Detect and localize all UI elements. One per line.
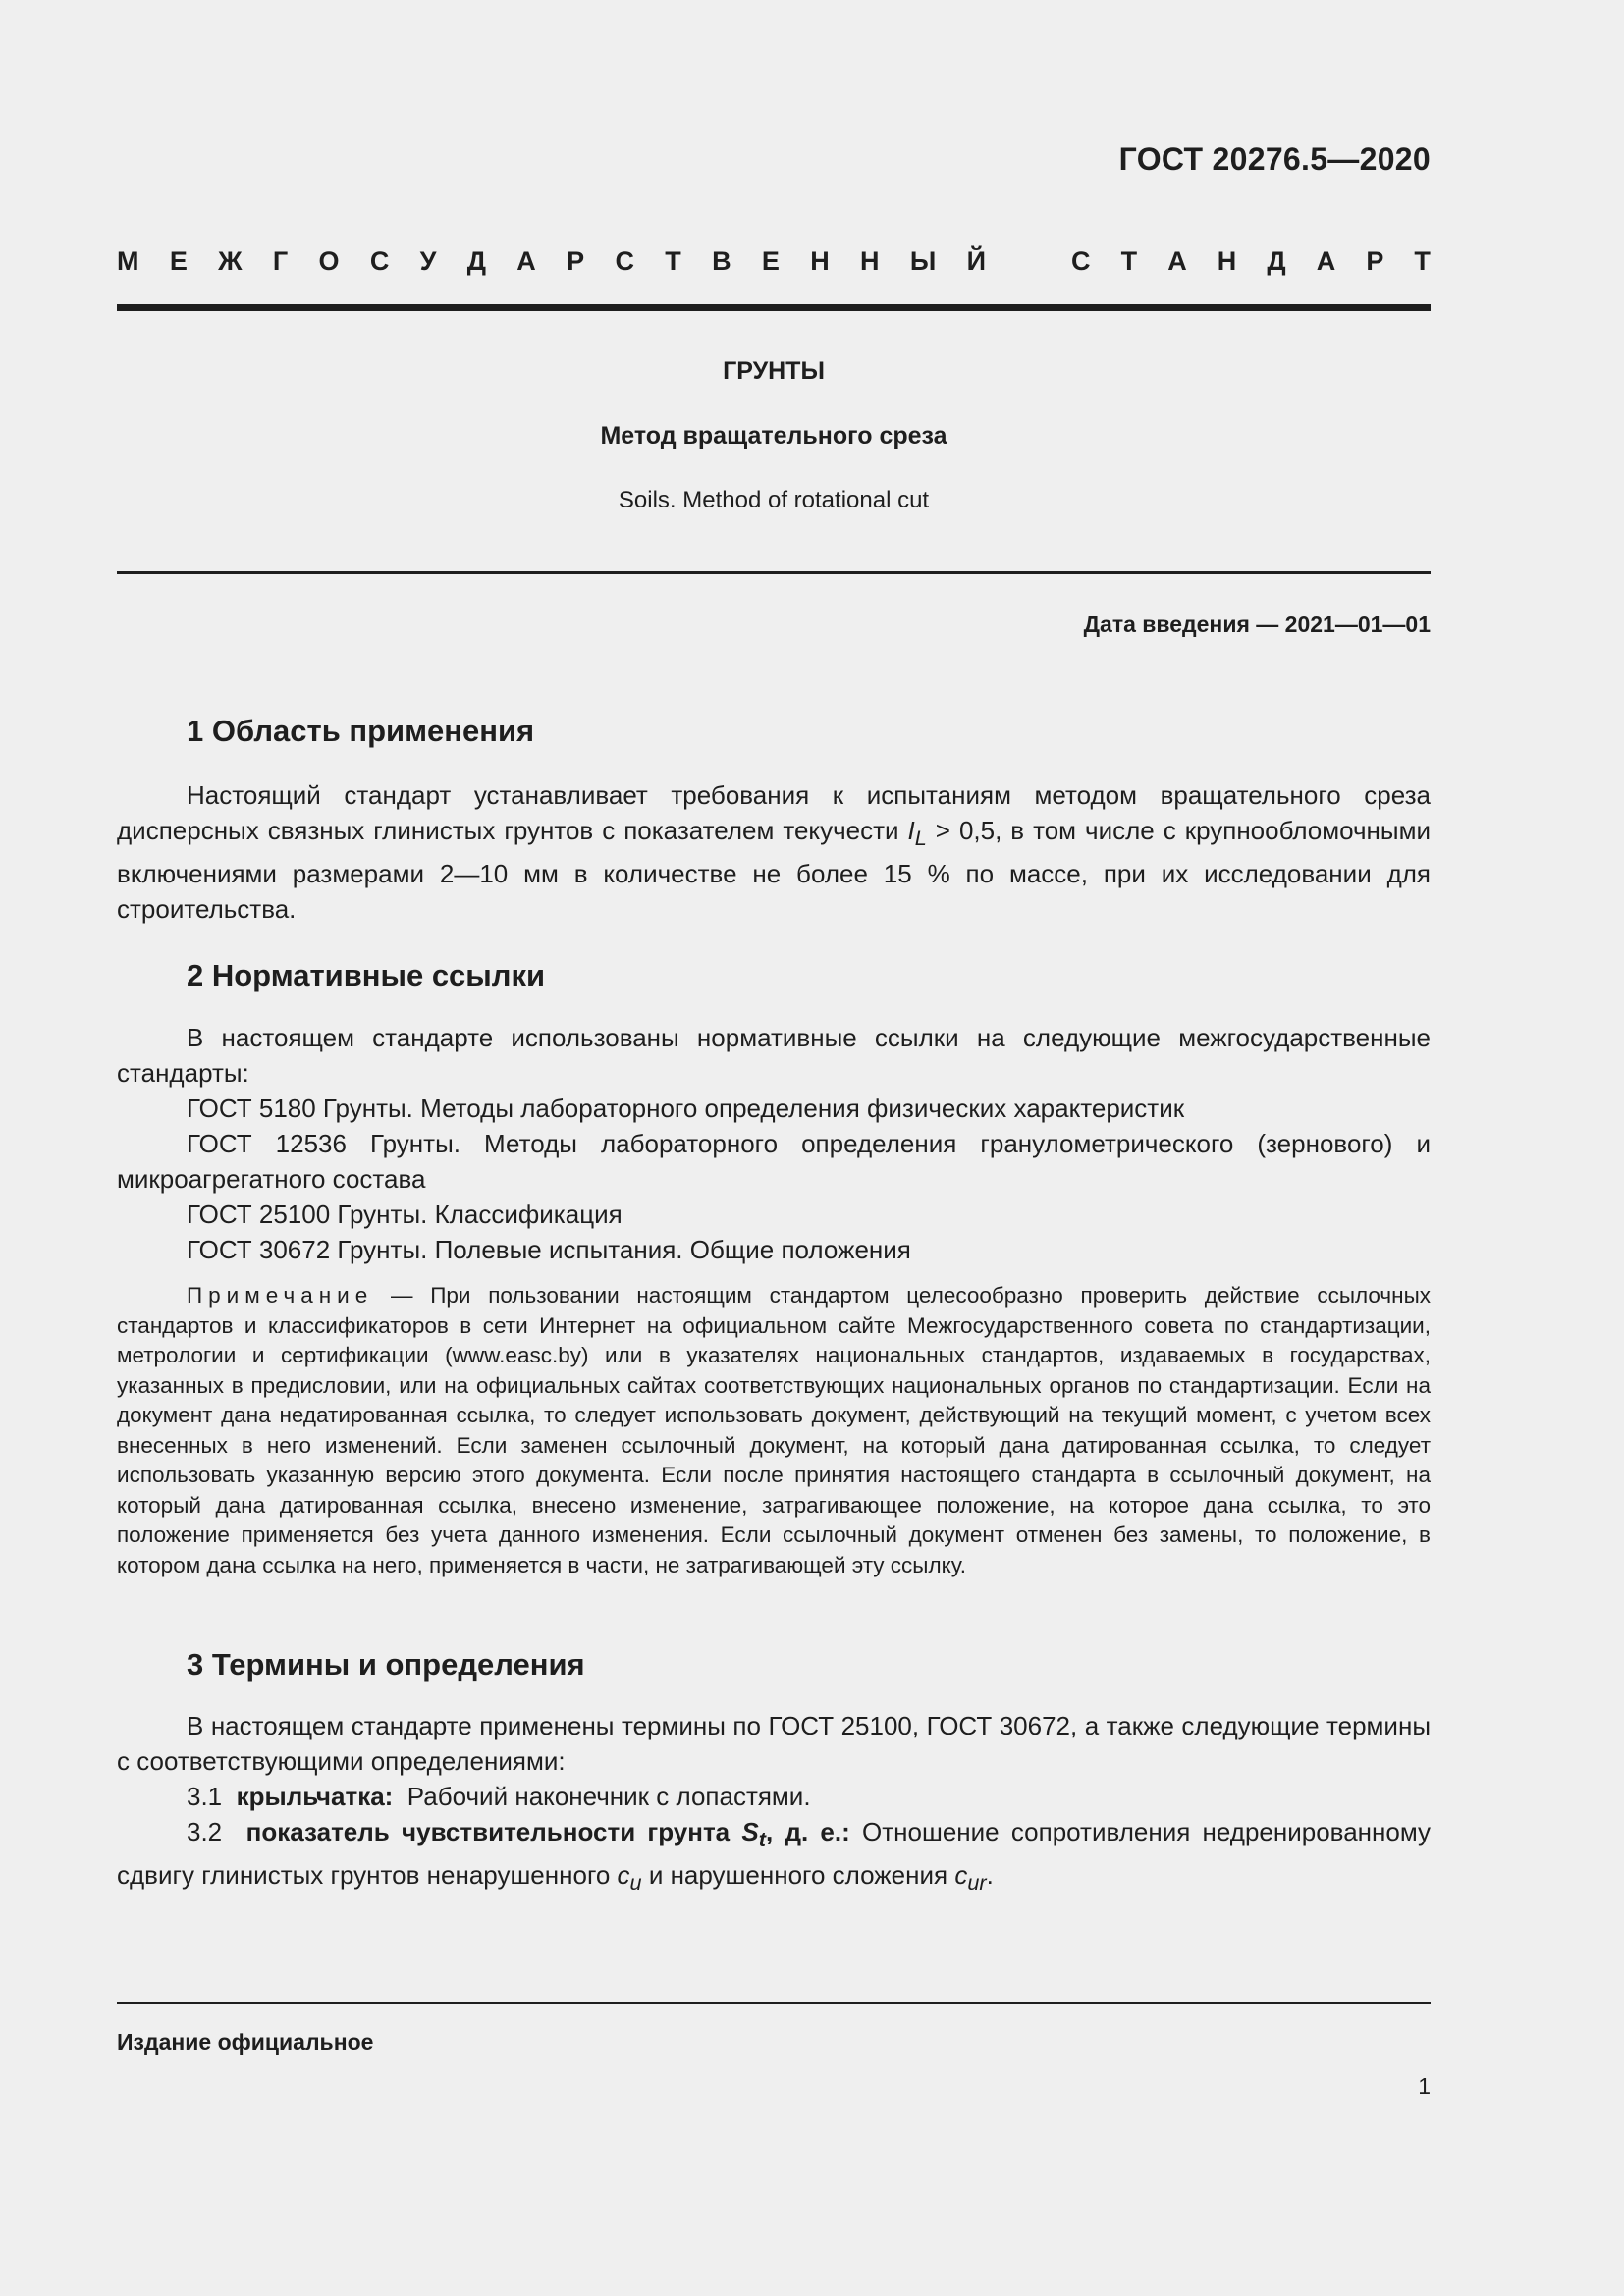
references-note: Примечание — При пользовании настоящим стандартом целесообразно проверить действие ссылочных стандартов и классификаторов в сети Интернет на официальном сайте Межгосударственного совета по стандартизации, метрологии и сертификации (www.easc.by) или в указателях национальных стандартов, издаваемых в государствах, указанных в предисловии, или на официальных сайтах соответствующих национальных органов по стандартизации. Если на документ дана недатированная ссылка, то следует использовать документ, действующий на текущий момент, с учетом всех внесенных в него изменений. Если заменен ссылочный документ, на который дана датированная ссылка, то следует использовать указанную версию этого документа. Если после принятия настоящего стандарта в ссылочный документ, на который дана датированная ссылка, внесено изменение, затрагивающее положение, на которое дана ссылка, то это положение применяется без учета данного изменения. Если ссылочный документ отменен без замены, то положение, в котором дана ссылка на него, применяется в части, не затрагивающей эту ссылку.: [117, 1283, 1431, 1577]
banner-letter: А: [1167, 246, 1187, 276]
banner-letter: Р: [567, 246, 585, 276]
banner-letter: Н: [860, 246, 880, 276]
term-3-1: 3.1 крыльчатка: Рабочий наконечник с лопастями.: [187, 1782, 811, 1811]
banner-letter: С: [1071, 246, 1091, 276]
section-1-heading: 1 Область применения: [187, 714, 535, 748]
banner-letter: Н: [810, 246, 830, 276]
banner-letter: С: [369, 246, 390, 276]
section-2-intro: В настоящем стандарте использованы нормативные ссылки на следующие межгосударственные стандарты:: [117, 1023, 1431, 1088]
banner-letter: Р: [1366, 246, 1384, 276]
banner-letter: С: [615, 246, 634, 276]
banner-letter: М: [117, 246, 139, 276]
banner-word-interstate: [117, 246, 986, 277]
liquidity-index-symbol: $I_L$: [907, 816, 927, 851]
document-page: [117, 0, 1431, 2296]
section-1-paragraph: Настоящий стандарт устанавливает требования к испытаниям методом вращательного среза дисперсных связных глинистых грунтов с показателем текучести $I_L > 0,5$, в том числе с крупнообломочными включениями размерами 2—10 мм в количестве не более 15 % по массе, при их исследовании для строительства.: [117, 780, 1431, 925]
banner-letter: Т: [1414, 246, 1431, 276]
section-2-heading: 2 Нормативные ссылки: [187, 958, 546, 992]
banner-letter: В: [712, 246, 731, 276]
reference-item: ГОСТ 5180 Грунты. Методы лабораторного определения физических характеристик: [187, 1094, 1185, 1123]
banner-letter: Е: [761, 246, 780, 276]
sensitivity-symbol: $S_t$: [741, 1817, 766, 1852]
introduction-date: Дата введения — 2021—01—01: [1083, 612, 1431, 637]
footer-rule: [117, 2002, 1431, 2004]
banner-letter: А: [1316, 246, 1336, 276]
banner-letter: Т: [1120, 246, 1138, 276]
banner-letter: У: [419, 246, 437, 276]
banner-letter: Т: [665, 246, 681, 276]
banner-letter: Е: [169, 246, 188, 276]
title-english: Soils. Method of rotational cut: [618, 487, 930, 513]
official-edition-label: Издание официальное: [117, 2029, 374, 2055]
banner-letter: Ы: [909, 246, 937, 276]
reference-item: ГОСТ 25100 Грунты. Классификация: [187, 1200, 623, 1229]
page-number: 1: [1418, 2073, 1431, 2099]
term-3-2: 3.2 показатель чувствительности грунта $S_t$, д. е.: Отношение сопротивления недренированному сдвигу глинистых грунтов ненарушенного $c_u$ и нарушенного сложения $c_{ur}$.: [117, 1817, 1431, 1896]
banner-word-standard: [1071, 246, 1431, 277]
banner-letter: Ж: [218, 246, 243, 276]
banner-letter: Д: [466, 246, 486, 276]
title-main: ГРУНТЫ: [723, 357, 825, 385]
banner-letter: Д: [1267, 246, 1286, 276]
banner-letter: А: [516, 246, 536, 276]
document-number: ГОСТ 20276.5—2020: [1118, 141, 1431, 177]
header-rule: [117, 304, 1431, 311]
reference-item: ГОСТ 12536 Грунты. Методы лабораторного определения гранулометрического (зернового) и микроагрегатного состава: [117, 1129, 1431, 1194]
banner-letter: О: [318, 246, 340, 276]
banner-letter: Н: [1217, 246, 1237, 276]
interstate-standard-banner: [117, 246, 1431, 277]
title-sub: Метод вращательного среза: [600, 422, 947, 450]
note-label: Примечание: [187, 1283, 374, 1308]
banner-letter: Й: [966, 246, 986, 276]
banner-letter: Г: [272, 246, 289, 276]
title-rule: [117, 571, 1431, 574]
section-3-heading: 3 Термины и определения: [187, 1647, 585, 1682]
reference-item: ГОСТ 30672 Грунты. Полевые испытания. Общие положения: [187, 1235, 911, 1264]
section-3-intro: В настоящем стандарте применены термины по ГОСТ 25100, ГОСТ 30672, а также следующие термины с соответствующими определениями:: [117, 1711, 1431, 1776]
